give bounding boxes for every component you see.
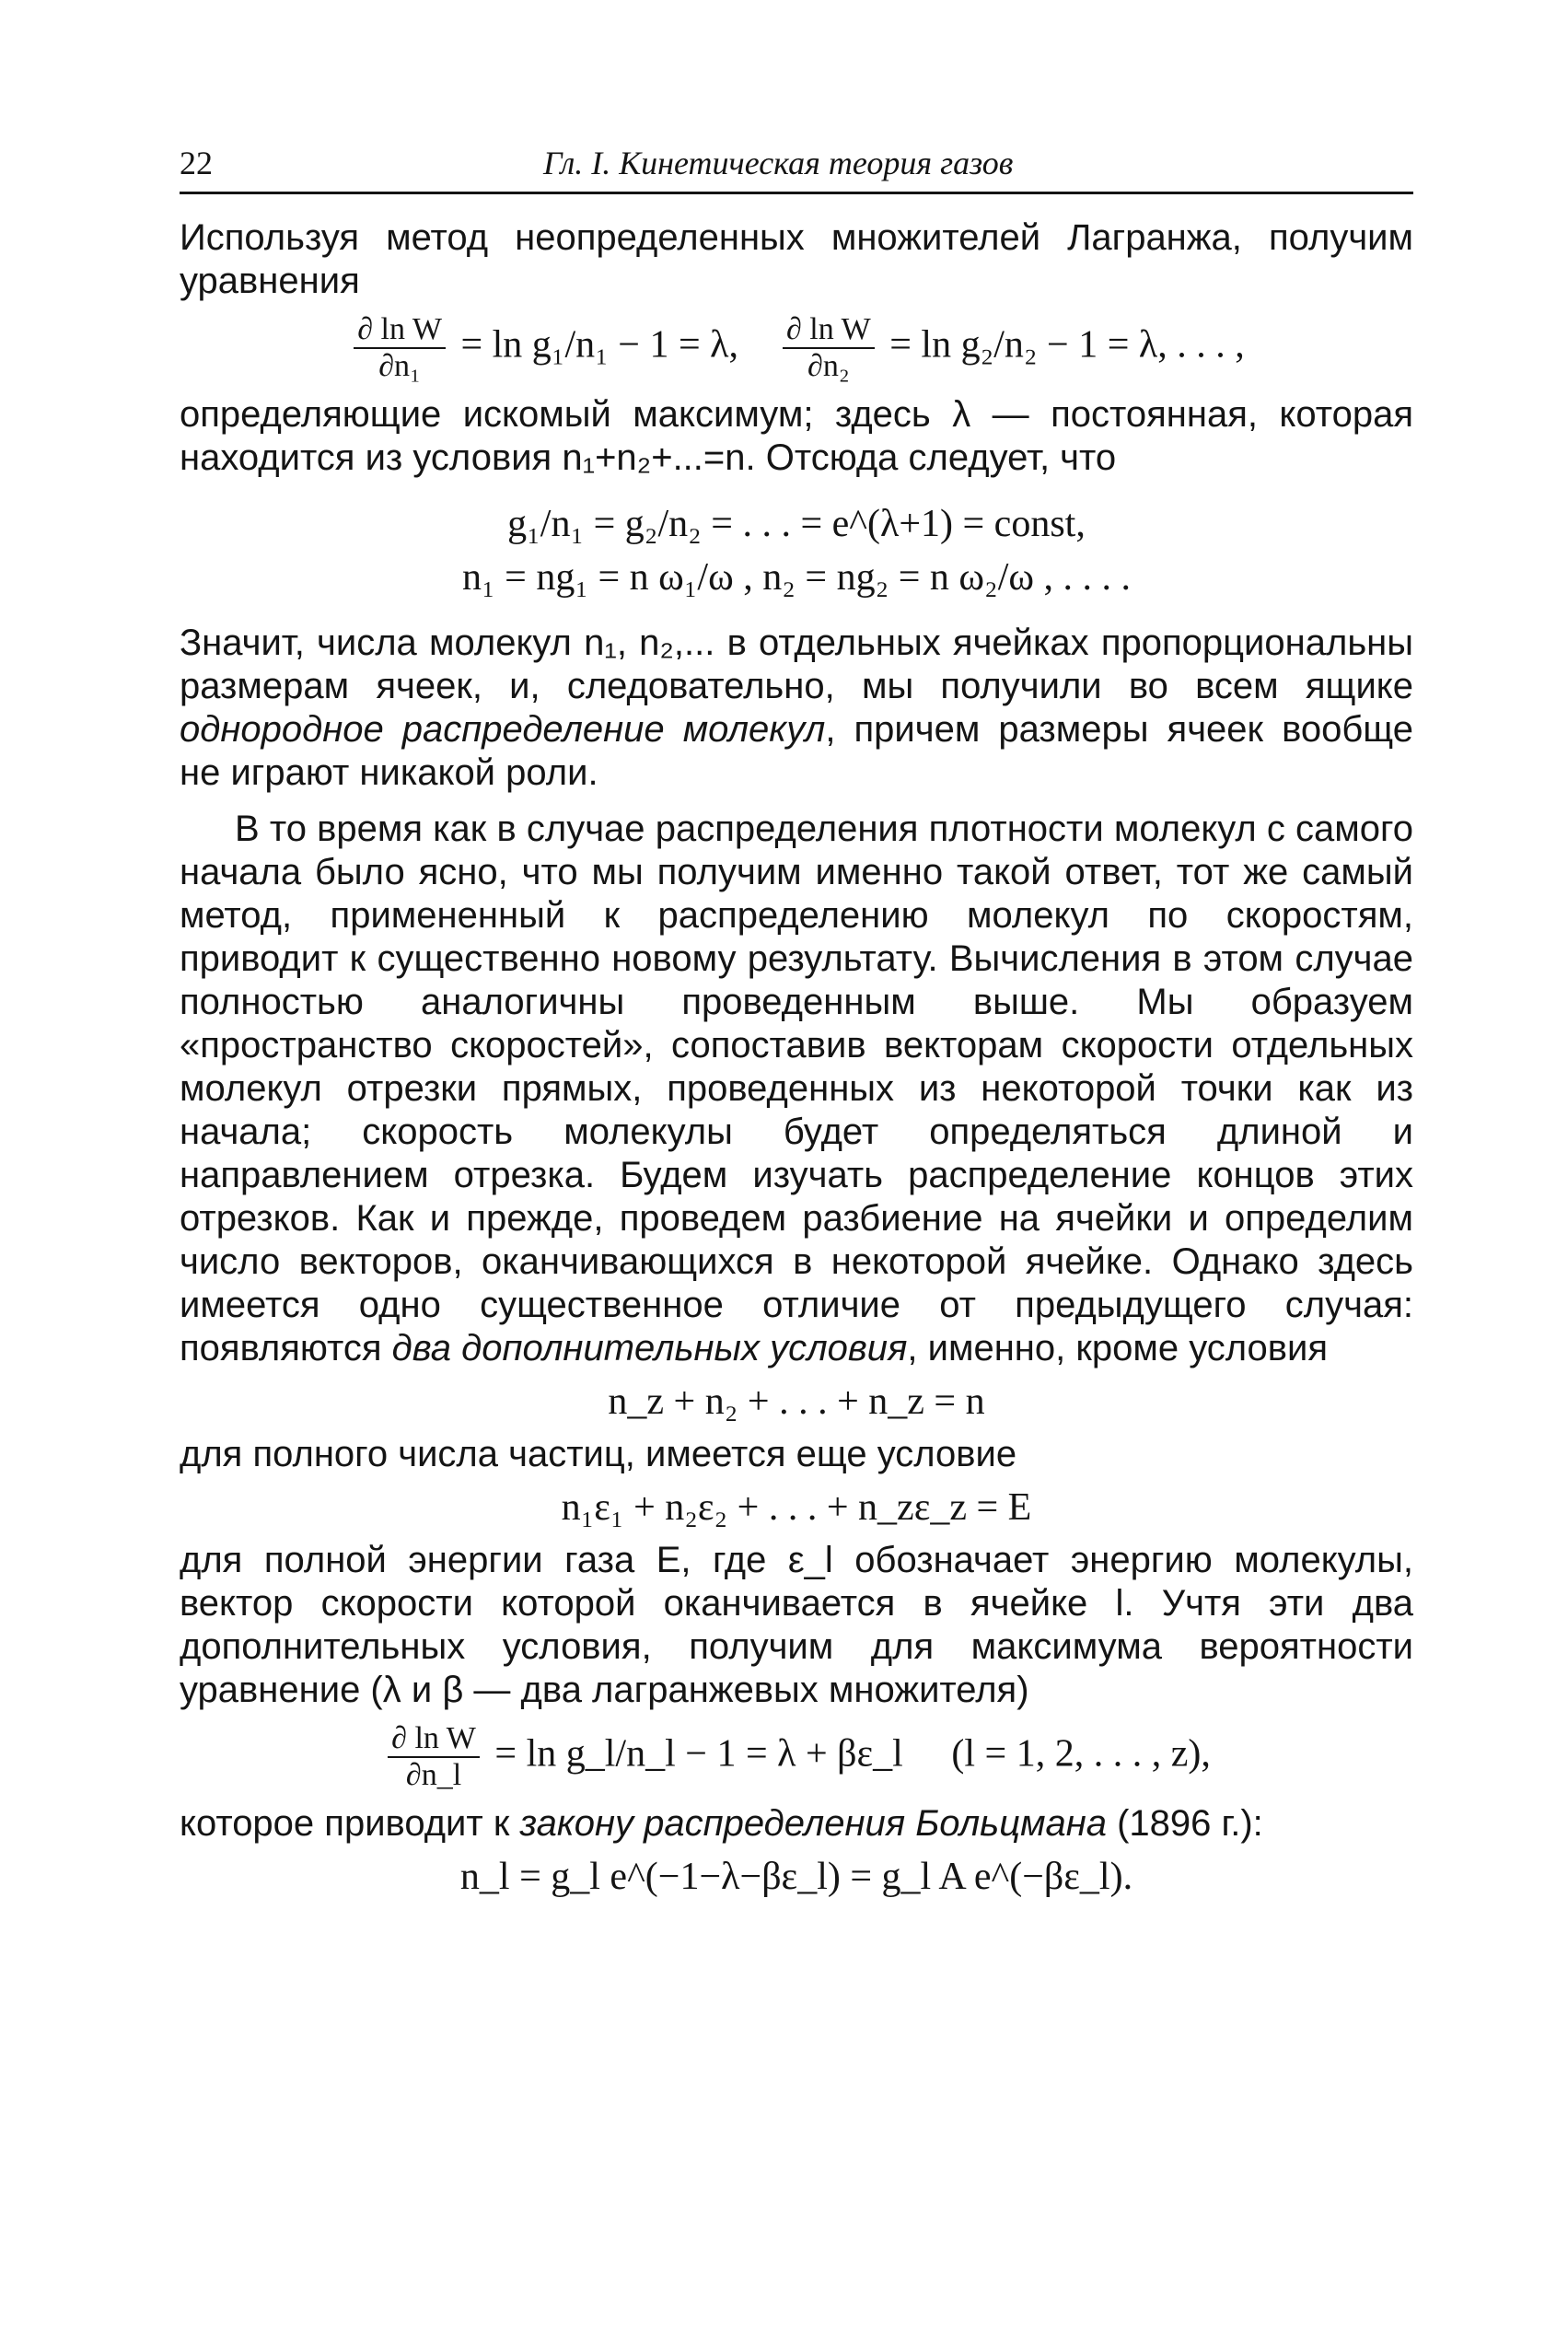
p7-emphasis: закону распределения Больцмана xyxy=(519,1803,1107,1844)
equation-ratio-const: g₁/n₁ = g₂/n₂ = . . . = e^(λ+1) = const, xyxy=(507,503,1086,545)
eq1-denominator-a: ∂n₁ xyxy=(354,347,446,384)
equation-boltzmann-distribution: n_l = g_l e^(−1−λ−βε_l) = g_l A e^(−βε_l). xyxy=(459,1856,1133,1898)
paragraph-energy: для полной энергии газа E, где ε_l обозначает энергию молекулы, вектор скорости которой оканчивается в ячейке l. Учтя эти два дополнительных условия, получим для максимума вероятности уравнение (λ и β — два лагранжевых множителя) xyxy=(180,1540,1413,1710)
eq1-rhs-a: = ln g₁/n₁ − 1 = λ, xyxy=(460,323,738,367)
eq1-rhs-b: = ln g₂/n₂ − 1 = λ, . . . , xyxy=(889,323,1245,367)
p7-text-a: которое приводит к xyxy=(180,1803,520,1844)
running-title: Гл. I. Кинетическая теория газов xyxy=(543,145,1014,181)
paragraph-maximum: определяющие искомый максимум; здесь λ — постоянная, которая находится из условия n₁+n₂+...=n. Отсюда следует, что xyxy=(180,394,1413,478)
paragraph-particle-condition: для полного числа частиц, имеется еще условие xyxy=(180,1434,1017,1474)
eq1-denominator-b: ∂n₂ xyxy=(783,347,875,384)
p3-text-a: Значит, числа молекул n₁, n₂,... в отдельных ячейках пропорциональны размерам ячеек, и, следовательно, мы получили во всем ящике xyxy=(180,623,1413,706)
p4-emphasis: два дополнительных условия xyxy=(391,1328,908,1368)
eq6-rhs: = ln g_l/n_l − 1 = λ + βε_l xyxy=(494,1732,903,1776)
paragraph-uniform-distribution xyxy=(180,622,1413,795)
page-number: 22 xyxy=(180,145,213,181)
eq6-denominator: ∂n_l xyxy=(388,1756,480,1793)
equation-energy-condition: n₁ε₁ + n₂ε₂ + . . . + n_zε_z = E xyxy=(561,1486,1032,1529)
eq6-condition: (l = 1, 2, . . . , z), xyxy=(951,1732,1211,1776)
paragraph-intro: Используя метод неопределенных множителей Лагранжа, получим уравнения xyxy=(180,217,1413,301)
equation-cell-occupancy: n₁ = ng₁ = n ω₁/ω , n₂ = ng₂ = n ω₂/ω , . . . . xyxy=(461,556,1132,599)
paragraph-boltzmann-law xyxy=(180,1802,1413,1846)
eq1-numerator-a: ∂ ln W xyxy=(357,312,442,346)
running-header xyxy=(180,138,1413,194)
p7-text-b: (1896 г.): xyxy=(1107,1803,1263,1844)
p4-text-a: В то время как в случае распределения плотности молекул с самого начала было ясно, что мы получим именно такой ответ, тот же самый метод, примененный к распределению молекул по скоростям, приводит к существенно новому результату. Вычисления в этом случае полностью аналогичны проведенным выше. Мы образуем «пространство скоростей», сопоставив векторам скорости отдельных молекул отрезки прямых, проведенных из некоторой точки как из начала; скорость молекулы будет определяться длиной и направлением отрезка. Будем изучать распределение концов этих отрезков. Как и прежде, проведем разбиение на ячейки и определим число векторов, оканчивающихся в некоторой ячейке. Однако здесь имеется одно существенное отличие от предыдущего случая: появляются xyxy=(180,809,1413,1368)
p3-emphasis: однородное распределение молекул xyxy=(180,709,826,750)
equation-particle-count: n_z + n₂ + . . . + n_z = n xyxy=(608,1380,985,1423)
p4-text-b: , именно, кроме условия xyxy=(907,1328,1329,1368)
p3-text-b: , причем размеры ячеек вообще не играют никакой роли. xyxy=(180,709,1414,793)
equation-lagrange-derivatives xyxy=(180,312,1413,384)
eq1-numerator-b: ∂ ln W xyxy=(786,312,871,346)
book-page xyxy=(180,138,1413,1908)
paragraph-velocity-space xyxy=(180,808,1413,1370)
eq6-numerator: ∂ ln W xyxy=(391,1721,476,1755)
equation-boltzmann-condition xyxy=(180,1721,1413,1793)
